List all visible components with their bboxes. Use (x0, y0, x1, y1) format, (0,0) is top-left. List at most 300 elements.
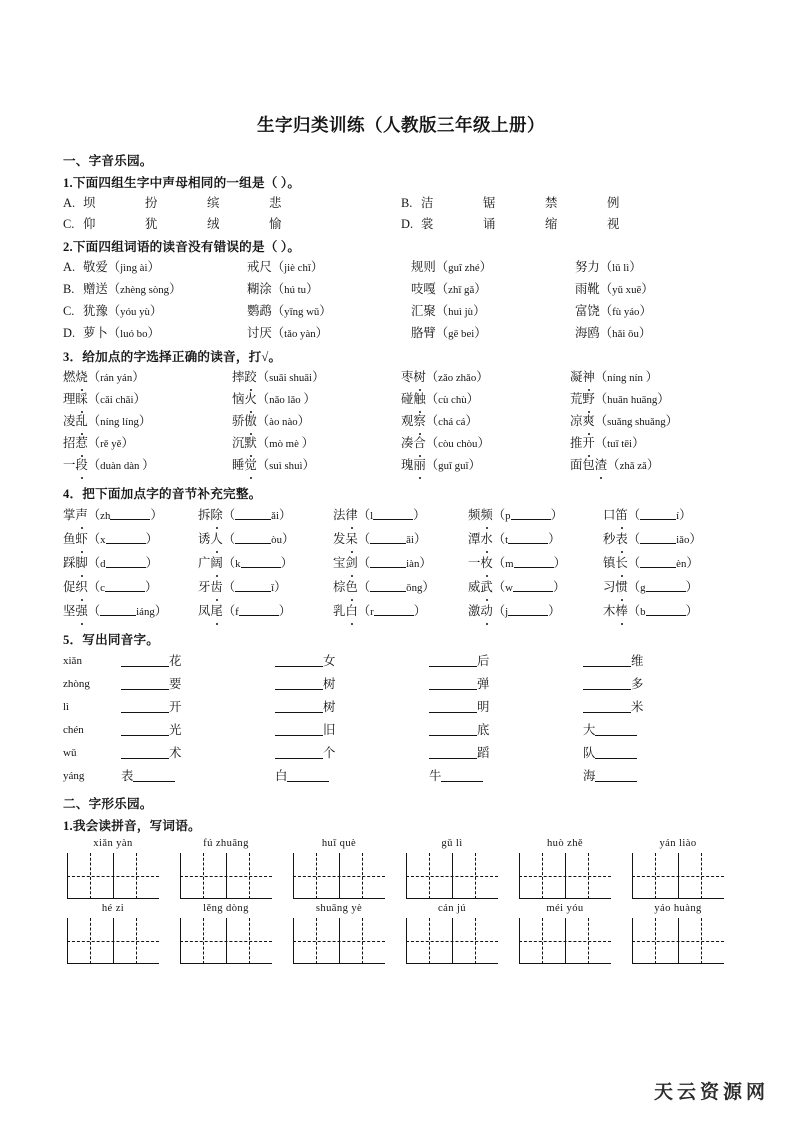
pronunciation-item[interactable]: 碰触（cù chù） (401, 389, 570, 411)
pronunciation-item[interactable]: 摔跤（suāi shuāi） (232, 367, 401, 389)
hint-char: 术 (169, 746, 182, 760)
pinyin: yóu yù (120, 306, 150, 318)
grid-line (542, 853, 543, 899)
pronunciation-item[interactable]: 凌乱（níng líng） (63, 411, 232, 433)
grid-line (519, 941, 611, 942)
word: 规则 (411, 260, 436, 274)
grid-line (362, 853, 363, 899)
answer-blank[interactable] (121, 746, 169, 759)
word-part: 荒 (570, 392, 583, 406)
syllable-item[interactable]: 一枚（m ） (468, 552, 603, 575)
pinyin: suì shuì (269, 460, 303, 472)
grid-line (249, 918, 250, 964)
homophone-item[interactable] (275, 673, 429, 696)
word-pinyin-pair: 汇聚（huì jù） (411, 304, 486, 318)
answer-blank[interactable] (105, 580, 145, 592)
grid-pinyin-label: hé zi (101, 903, 125, 914)
syllable-item[interactable]: 乳白（r ） (333, 600, 468, 623)
dotted-char: 爽 (582, 411, 594, 432)
answer-blank[interactable] (583, 700, 631, 713)
word-part: 踩 (63, 556, 76, 570)
word-pinyin-pair: 富饶（fù yáo） (575, 304, 652, 318)
pinyin: t (505, 534, 509, 546)
word-part: 镇 (603, 556, 616, 570)
answer-blank[interactable] (106, 556, 146, 568)
pinyin: í (676, 510, 680, 522)
pinyin: níng nín (607, 372, 646, 384)
pronunciation-item[interactable]: 燃烧（rán yán） (63, 367, 232, 389)
grid-line (701, 853, 702, 899)
hint-char: 海 (583, 769, 596, 783)
dotted-char: 惯 (615, 576, 627, 598)
hint-char: 表 (121, 769, 134, 783)
word-part: 面包 (570, 458, 595, 472)
dotted-char: 棒 (615, 600, 627, 622)
tianzige-box[interactable] (519, 918, 611, 964)
syllable-item[interactable]: 鱼虾（x ） (63, 528, 198, 551)
hint-char: 弹 (477, 677, 490, 691)
homophone-item[interactable] (275, 742, 429, 765)
option-label: D. (401, 217, 414, 231)
homophone-item[interactable] (121, 742, 275, 765)
homophone-item[interactable] (275, 765, 429, 788)
watermark: 天云资源网 (653, 1081, 769, 1103)
homophone-pinyin-key: xiǎn (63, 655, 82, 667)
writing-grid-item[interactable] (515, 903, 628, 964)
answer-blank[interactable] (640, 556, 676, 568)
answer-blank[interactable] (595, 769, 637, 782)
answer-blank[interactable] (429, 700, 477, 713)
pronunciation-item[interactable]: 凝神（níng nín ） (570, 367, 658, 389)
pinyin: duàn dàn (100, 460, 143, 472)
question-5-items (63, 650, 739, 788)
option-A[interactable] (63, 193, 401, 213)
word-part: 坚 (63, 604, 76, 618)
hint-char: 多 (631, 677, 644, 691)
dotted-char: 惹 (75, 433, 87, 454)
answer-blank[interactable] (121, 677, 169, 690)
homophone-item[interactable] (121, 696, 275, 719)
section-heading-two: 二、字形乐园。 (63, 797, 153, 811)
pinyin: mò mè (269, 438, 302, 450)
hint-char: 米 (631, 700, 644, 714)
answer-blank[interactable] (511, 508, 551, 520)
option-label: A. (63, 196, 76, 210)
answer-blank[interactable] (429, 723, 477, 736)
grid-line (406, 898, 498, 899)
pronunciation-item[interactable]: 面包渣（zhǎ zǎ） (570, 455, 659, 477)
grid-line (406, 963, 498, 964)
grid-pinyin-label: huò zhě (546, 838, 584, 849)
homophone-item[interactable] (429, 765, 583, 788)
pinyin: iàn (406, 558, 420, 570)
syllable-item[interactable]: 凤尾（f ） (198, 600, 333, 623)
answer-blank[interactable] (106, 532, 146, 544)
pronunciation-item[interactable]: 凉爽（suǎng shuǎng） (570, 411, 678, 433)
homophone-item[interactable] (583, 696, 643, 719)
grid-pinyin-label: méi yóu (546, 903, 584, 914)
word-part: 凑 (401, 436, 414, 450)
syllable-item[interactable]: 木棒（b ） (603, 600, 698, 623)
homophone-item[interactable] (275, 719, 429, 742)
syllable-item[interactable]: 习惯（g ） (603, 576, 698, 599)
writing-grid-row (63, 838, 739, 899)
tianzige-box[interactable] (180, 853, 272, 899)
dotted-char: 笛 (615, 504, 627, 526)
dotted-char: 火 (244, 389, 256, 410)
answer-blank[interactable] (646, 580, 686, 592)
answer-blank[interactable] (133, 769, 175, 782)
homophone-item[interactable] (429, 719, 583, 742)
syllable-item[interactable]: 诱人（ òu） (198, 528, 333, 551)
pronunciation-item[interactable]: 一段（duàn dàn ） (63, 455, 232, 477)
syllable-item[interactable]: 促织（c ） (63, 576, 198, 599)
answer-blank[interactable] (275, 700, 323, 713)
word-pinyin-pair: 雨靴（yǔ xuē） (575, 282, 654, 296)
tianzige-box[interactable] (67, 918, 159, 964)
dotted-char: 声 (75, 504, 87, 526)
answer-blank[interactable] (121, 723, 169, 736)
word: 富饶 (575, 304, 600, 318)
answer-blank[interactable] (121, 700, 169, 713)
homophone-item[interactable] (275, 696, 429, 719)
syllable-item[interactable]: 拆除（ ǎi） (198, 504, 333, 527)
grid-line (316, 918, 317, 964)
answer-blank[interactable] (429, 746, 477, 759)
word-part: 口 (603, 508, 616, 522)
grid-line (203, 853, 204, 899)
writing-grid-item[interactable] (289, 838, 402, 899)
hint-char: 明 (477, 700, 490, 714)
option-chars (421, 193, 619, 213)
pronunciation-item[interactable]: 荒野（huān huāng） (570, 389, 670, 411)
syllable-item[interactable]: 激动（j ） (468, 600, 603, 623)
writing-grid-item[interactable] (176, 903, 289, 964)
pinyin: zhèng sòng (120, 284, 170, 296)
grid-line (362, 918, 363, 964)
syllable-item[interactable]: 广阔（k ） (198, 552, 333, 575)
word-part: 观 (401, 414, 414, 428)
pinyin: b (640, 606, 646, 618)
writing-grid-item[interactable] (628, 903, 741, 964)
dotted-char: 虾 (75, 528, 87, 550)
option-row (63, 279, 739, 300)
answer-blank[interactable] (239, 604, 279, 616)
pronunciation-item[interactable]: 沉默（mò mè ） (232, 433, 401, 455)
syllable-item[interactable]: 频频（p ） (468, 504, 603, 527)
hint-char: 个 (323, 746, 336, 760)
char: 诵 (483, 217, 496, 231)
homophone-item[interactable] (583, 673, 643, 696)
tianzige-box[interactable] (67, 853, 159, 899)
writing-grid-item[interactable] (515, 838, 628, 899)
dotted-char: 水 (480, 528, 492, 550)
homophone-item[interactable] (121, 650, 275, 673)
homophone-item[interactable] (583, 719, 637, 742)
word-part: 凝 (570, 370, 583, 384)
page-content (63, 112, 739, 968)
answer-blank[interactable] (100, 604, 136, 616)
pronunciation-row (63, 411, 739, 433)
pinyin: c (100, 582, 105, 594)
homophone-item[interactable] (429, 742, 583, 765)
pronunciation-item[interactable]: 瑰丽（guī guǐ） (401, 455, 570, 477)
tianzige-box[interactable] (632, 918, 724, 964)
dotted-char: 强 (75, 600, 87, 622)
writing-grid-row (63, 903, 739, 964)
grid-pinyin-label: xiǎn yàn (93, 838, 133, 849)
grid-line (316, 853, 317, 899)
pinyin: èn (676, 558, 687, 570)
tianzige-box[interactable] (406, 853, 498, 899)
grid-pinyin-label: gǔ lì (441, 838, 463, 849)
char: 犹 (145, 217, 158, 231)
pinyin: zhī gǎ (448, 284, 475, 296)
homophone-item[interactable] (121, 719, 275, 742)
answer-blank[interactable] (275, 654, 323, 667)
dotted-char: 跤 (244, 367, 256, 388)
writing-grid-item[interactable] (628, 838, 741, 899)
answer-blank[interactable] (646, 604, 686, 616)
dotted-char: 触 (413, 389, 425, 410)
grid-line (136, 853, 137, 899)
word-part: 拆 (198, 508, 211, 522)
pinyin: iáng (136, 606, 155, 618)
word: 讨厌 (247, 326, 272, 340)
writing-grid-item[interactable] (402, 838, 515, 899)
tianzige-box[interactable] (632, 853, 724, 899)
option-label: D. (63, 326, 76, 340)
homophone-item[interactable] (275, 650, 429, 673)
dotted-char: 睬 (75, 389, 87, 410)
word-part: 诱 (198, 532, 211, 546)
pinyin: tuī tēi (607, 438, 633, 450)
answer-blank[interactable] (583, 677, 631, 690)
homophone-row (63, 673, 739, 696)
word-part: 凌 (63, 414, 76, 428)
pinyin: cǎi chǎi (100, 394, 134, 406)
answer-blank[interactable] (373, 508, 413, 520)
char: 缤 (207, 196, 220, 210)
answer-blank[interactable] (595, 746, 637, 759)
homophone-item[interactable] (583, 650, 643, 673)
pinyin: yǔ xuē (612, 284, 642, 296)
pinyin: k (235, 558, 241, 570)
syllable-item[interactable]: 法律（l ） (333, 504, 468, 527)
char: 缩 (545, 217, 558, 231)
dotted-char: 乱 (75, 411, 87, 432)
syllable-item[interactable]: 潭水（t ） (468, 528, 603, 551)
syllable-item[interactable]: 踩脚（d ） (63, 552, 198, 575)
char: 禁 (545, 196, 558, 210)
hint-char: 要 (169, 677, 182, 691)
pronunciation-item[interactable]: 凑合（còu chòu） (401, 433, 570, 455)
word-part: 发 (333, 532, 346, 546)
hint-char: 维 (631, 654, 644, 668)
answer-blank[interactable] (514, 556, 554, 568)
syllable-item[interactable]: 威武（w ） (468, 576, 603, 599)
question-4-items (63, 504, 739, 623)
pinyin: fù yáo (612, 306, 640, 318)
option-chars (421, 214, 619, 234)
hint-char: 女 (323, 654, 336, 668)
writing-grid-item[interactable] (402, 903, 515, 964)
tianzige-box[interactable] (519, 853, 611, 899)
writing-grid-item[interactable] (176, 838, 289, 899)
answer-blank[interactable] (275, 746, 323, 759)
dotted-char: 开 (582, 433, 594, 454)
answer-blank[interactable] (235, 532, 271, 544)
answer-blank[interactable] (583, 654, 631, 667)
word-part: 凉 (570, 414, 583, 428)
answer-blank[interactable] (275, 677, 323, 690)
pronunciation-item[interactable]: 骄傲（ào nào） (232, 411, 401, 433)
word-part: 宝 (333, 556, 346, 570)
dotted-char: 人 (210, 528, 222, 550)
answer-blank[interactable] (595, 723, 637, 736)
homophone-item[interactable] (429, 696, 583, 719)
hint-char: 树 (323, 677, 336, 691)
word: 鹦鹉 (247, 304, 272, 318)
answer-blank[interactable] (370, 556, 406, 568)
pinyin: còu chòu (438, 438, 478, 450)
dotted-char: 段 (75, 455, 87, 476)
pronunciation-item[interactable]: 推开（tuī tēi） (570, 433, 644, 455)
answer-blank[interactable] (370, 532, 406, 544)
word-pinyin-pair: 胳臂（gē bei） (411, 326, 487, 340)
grid-line (632, 941, 724, 942)
answer-blank[interactable] (640, 532, 676, 544)
pinyin: yīng wǔ (284, 306, 320, 318)
answer-blank[interactable] (235, 508, 271, 520)
grid-line (475, 853, 476, 899)
tianzige-box[interactable] (180, 918, 272, 964)
word: 雨靴 (575, 282, 600, 296)
option-C[interactable] (63, 214, 401, 234)
word-pinyin-pair: 糊涂（hú tu） (247, 282, 319, 296)
dotted-char: 枚 (480, 552, 492, 574)
word-part: 推 (570, 436, 583, 450)
char: 锯 (483, 196, 496, 210)
syllable-item[interactable]: 坚强（ iáng） (63, 600, 198, 623)
word-part: 理 (63, 392, 76, 406)
answer-blank[interactable] (508, 604, 548, 616)
word-part: 激 (468, 604, 481, 618)
syllable-item[interactable]: 镇长（ èn） (603, 552, 699, 575)
tianzige-box[interactable] (406, 918, 498, 964)
word-pinyin-pair: 敬爱（jìng ài） (83, 260, 160, 274)
word-part: 习 (603, 580, 616, 594)
hint-char: 底 (477, 723, 490, 737)
grid-pinyin-label: yáo huàng (654, 903, 702, 914)
tianzige-box[interactable] (293, 918, 385, 964)
char: 绒 (207, 217, 220, 231)
answer-blank[interactable] (275, 723, 323, 736)
pronunciation-row (63, 389, 739, 411)
syllable-item[interactable]: 棕色（ ōng） (333, 576, 468, 599)
homophone-row (63, 765, 739, 788)
dotted-char: 合 (413, 433, 425, 454)
homophone-item[interactable] (429, 673, 583, 696)
pinyin: gē bei (448, 328, 475, 340)
answer-blank[interactable] (235, 580, 271, 592)
word-part: 广 (198, 556, 211, 570)
answer-blank[interactable] (508, 532, 548, 544)
dotted-char: 剑 (345, 552, 357, 574)
hint-char: 树 (323, 700, 336, 714)
answer-blank[interactable] (513, 580, 553, 592)
homophone-pinyin-key: yáng (63, 770, 85, 782)
grid-line (293, 941, 385, 942)
pinyin: d (100, 558, 106, 570)
syllable-item[interactable]: 宝剑（ iàn） (333, 552, 468, 575)
option-D[interactable] (401, 214, 739, 234)
answer-blank[interactable] (370, 580, 406, 592)
grid-line (180, 963, 272, 964)
syllable-item[interactable]: 口笛（ í） (603, 504, 692, 527)
tianzige-box[interactable] (293, 853, 385, 899)
answer-blank[interactable] (121, 654, 169, 667)
writing-grid-item[interactable] (63, 838, 176, 899)
answer-blank[interactable] (640, 508, 676, 520)
answer-blank[interactable] (287, 769, 329, 782)
pronunciation-item[interactable]: 睡觉（suì shuì） (232, 455, 401, 477)
writing-grid-item[interactable] (289, 903, 402, 964)
hint-char: 光 (169, 723, 182, 737)
pronunciation-item[interactable]: 理睬（cǎi chǎi） (63, 389, 232, 411)
answer-blank[interactable] (429, 677, 477, 690)
pronunciation-item[interactable]: 招惹（rě yě） (63, 433, 232, 455)
homophone-item[interactable] (121, 673, 275, 696)
homophone-item[interactable] (121, 765, 275, 788)
grid-pinyin-label: fú zhuāng (203, 838, 249, 849)
dotted-char: 色 (345, 576, 357, 598)
pinyin: ǎi (271, 510, 279, 522)
answer-blank[interactable] (241, 556, 281, 568)
grid-line (632, 876, 724, 877)
syllable-item[interactable]: 发呆（ āi） (333, 528, 468, 551)
answer-blank[interactable] (110, 508, 150, 520)
question-1-heading: 1.下面四组生字中声母相同的一组是（ ）。 (63, 176, 301, 190)
pinyin: lǔ lì (612, 262, 630, 274)
option-B[interactable] (401, 193, 739, 213)
pinyin: p (505, 510, 511, 522)
homophone-item[interactable] (583, 765, 637, 788)
dotted-char: 长 (615, 552, 627, 574)
answer-blank[interactable] (429, 654, 477, 667)
word-part: 促 (63, 580, 76, 594)
writing-grid-item[interactable] (63, 903, 176, 964)
homophone-item[interactable] (429, 650, 583, 673)
syllable-item[interactable]: 掌声（zh ） (63, 504, 198, 527)
pinyin: m (505, 558, 514, 570)
homophone-item[interactable] (583, 742, 637, 765)
pronunciation-item[interactable]: 恼火（nǎo lǎo ） (232, 389, 401, 411)
syllable-item[interactable]: 秒表（ iǎo） (603, 528, 702, 551)
syllable-item[interactable]: 牙齿（ ǐ） (198, 576, 333, 599)
word-pinyin-pair: 萝卜（luó bo） (83, 326, 160, 340)
answer-blank[interactable] (441, 769, 483, 782)
pinyin: zhǎ zǎ (619, 460, 647, 472)
pronunciation-item[interactable]: 枣树（zǎo zhǎo） (401, 367, 570, 389)
word-part: 秒 (603, 532, 616, 546)
answer-blank[interactable] (374, 604, 414, 616)
pinyin: g (640, 582, 646, 594)
option-row (63, 257, 739, 278)
char: 坝 (83, 196, 96, 210)
pronunciation-item[interactable]: 观察（chá cá） (401, 411, 570, 433)
dotted-char: 阔 (210, 552, 222, 574)
